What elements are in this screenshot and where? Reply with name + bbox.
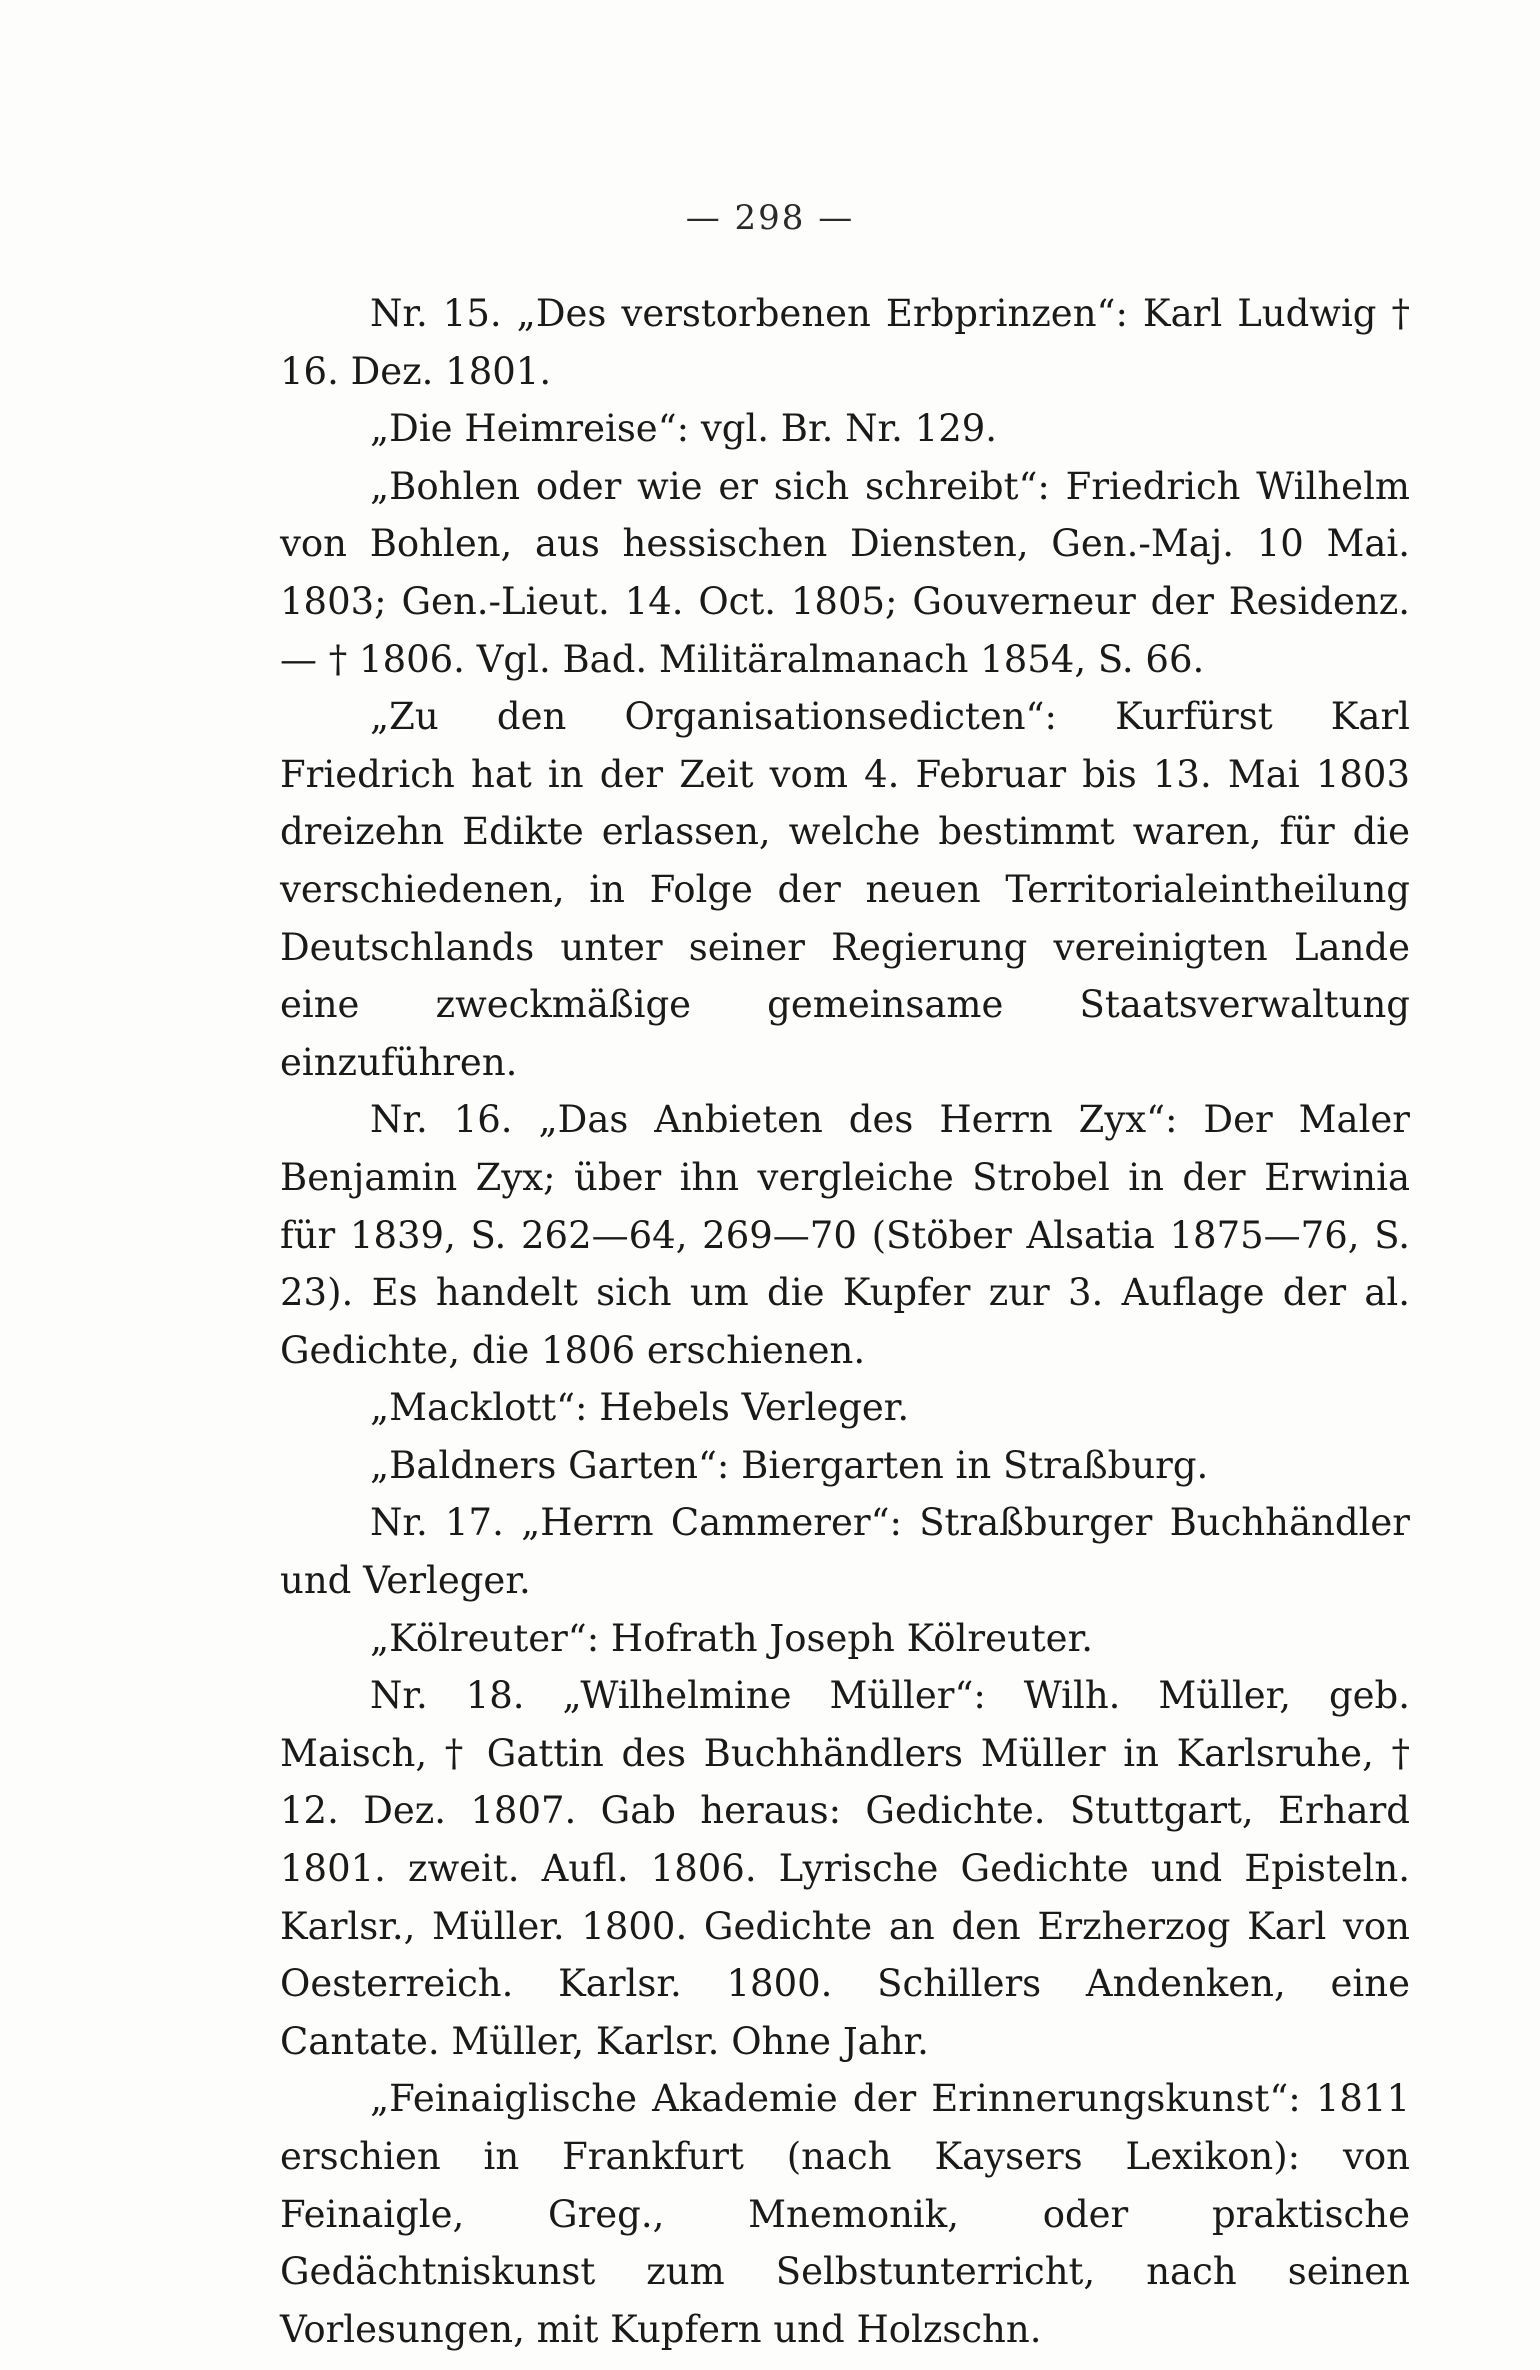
- paragraph-nr17-cammerer: Nr. 17. „Herrn Cammerer“: Straßburger Buchhändler und Verleger.: [280, 1501, 1410, 1603]
- paragraph-organisationsedicten: „Zu den Organisationsedicten“: Kurfürst Karl Friedrich hat in der Zeit vom 4. Februar bis 13. Mai 1803 dreizehn Edikte erlassen, welche bestimmt waren, für die verschiedenen, in Folge der neuen Territorialeintheilung Deutschlands unter seiner Regierung vereinigten Lande eine zweckmäßige gemeinsame Staatsverwaltung einzuführen.: [280, 695, 1410, 1084]
- body-text: [280, 285, 1410, 2358]
- paragraph-nr18-mueller: Nr. 18. „Wilhelmine Müller“: Wilh. Müller, geb. Maisch, † Gattin des Buchhändlers Müller in Karlsruhe, † 12. Dez. 1807. Gab heraus: Gedichte. Stuttgart, Erhard 1801. zweit. Aufl. 1806. Lyrische Gedichte und Episteln. Karlsr., Müller. 1800. Gedichte an den Erzherzog Karl von Oesterreich. Karlsr. 1800. Schillers Andenken, eine Cantate. Müller, Karlsr. Ohne Jahr.: [280, 1674, 1410, 2063]
- paragraph-baldners-garten: „Baldners Garten“: Biergarten in Straßburg.: [370, 1443, 1209, 1487]
- paragraph-macklott: „Macklott“: Hebels Verleger.: [370, 1386, 910, 1430]
- page-number: — 298 —: [685, 198, 855, 238]
- paragraph-nr16-zyx: Nr. 16. „Das Anbieten des Herrn Zyx“: Der Maler Benjamin Zyx; über ihn vergleiche Strobel in der Erwinia für 1839, S. 262—64, 269—70 (Stöber Alsatia 1875—76, S. 23). Es handelt sich um die Kupfer zur 3. Auflage der al. Gedichte, die 1806 erschienen.: [280, 1098, 1410, 1372]
- paragraph-koelreuter: „Kölreuter“: Hofrath Joseph Kölreuter.: [370, 1616, 1093, 1660]
- paragraph-feinaigle: „Feinaiglische Akademie der Erinnerungskunst“: 1811 erschien in Frankfurt (nach Kaysers Lexikon): von Feinaigle, Greg., Mnemonik, oder praktische Gedächtniskunst zum Selbstunterricht, nach seinen Vorlesungen, mit Kupfern und Holzschn.: [280, 2077, 1410, 2351]
- paragraph-nr15-erbprinz: Nr. 15. „Des verstorbenen Erbprinzen“: Karl Ludwig † 16. Dez. 1801.: [280, 292, 1410, 393]
- paragraph-bohlen: „Bohlen oder wie er sich schreibt“: Friedrich Wilhelm von Bohlen, aus hessischen Diensten, Gen.-Maj. 10 Mai. 1803; Gen.-Lieut. 14. Oct. 1805; Gouverneur der Residenz. — † 1806. Vgl. Bad. Militäralmanach 1854, S. 66.: [280, 464, 1410, 681]
- paragraph-heimreise: „Die Heimreise“: vgl. Br. Nr. 129.: [370, 407, 998, 451]
